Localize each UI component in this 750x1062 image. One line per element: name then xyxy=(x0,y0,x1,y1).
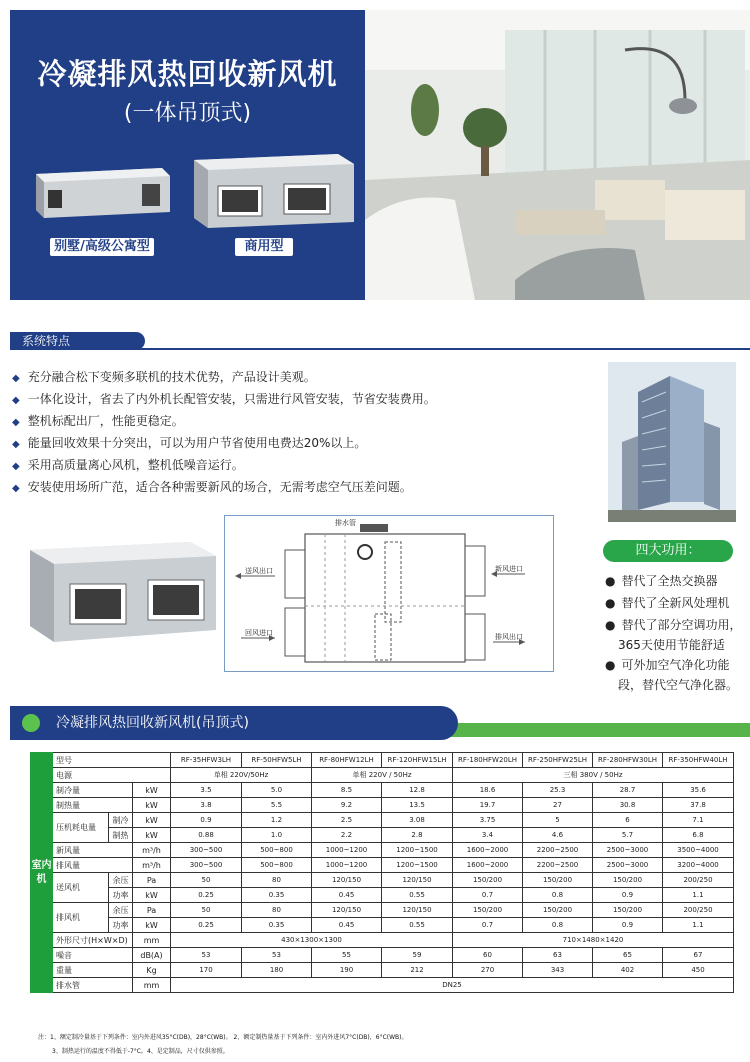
table-cell: 排风量 xyxy=(53,858,133,873)
exhaust-outlet-label: 排风出口 xyxy=(495,633,523,641)
table-cell: 功率 xyxy=(109,888,133,903)
table-cell: 65 xyxy=(593,948,663,963)
interior-photo xyxy=(365,10,750,300)
table-cell: 0.8 xyxy=(523,918,593,933)
table-cell: 150/200 xyxy=(453,903,523,918)
table-cell: 28.7 xyxy=(593,783,663,798)
table-cell: 150/200 xyxy=(523,903,593,918)
table-cell: 0.9 xyxy=(171,813,242,828)
function-item-continued: 365天使用节能舒适 xyxy=(618,638,725,652)
table-cell: dB(A) xyxy=(133,948,171,963)
table-cell: 50 xyxy=(171,903,242,918)
feature-item: ◆ 采用高质量离心风机，整机低噪音运行。 xyxy=(12,458,244,472)
table-cell: 0.45 xyxy=(312,888,382,903)
table-cell: 单相 220V/50Hz xyxy=(171,768,312,783)
features-header: 系统特点 xyxy=(10,332,145,350)
table-cell: 0.55 xyxy=(382,918,453,933)
table-cell: 80 xyxy=(242,903,312,918)
table-cell: 5.0 xyxy=(242,783,312,798)
table-cell: 3.4 xyxy=(453,828,523,843)
table-cell: 0.35 xyxy=(242,918,312,933)
table-row xyxy=(31,888,734,903)
table-cell: RF-80HFW12LH xyxy=(312,753,382,768)
table-cell: 制热量 xyxy=(53,798,133,813)
model-row xyxy=(31,753,734,768)
function-item: ● 可外加空气净化功能 xyxy=(605,658,730,672)
diamond-bullet-icon: ◆ xyxy=(12,461,20,472)
table-cell: 制冷 xyxy=(109,813,133,828)
table-cell: 1000~1200 xyxy=(312,858,382,873)
schematic-lines xyxy=(225,516,553,671)
table-row xyxy=(31,828,734,843)
green-dot-icon xyxy=(22,714,40,732)
feature-item: ◆ 整机标配出厂，性能更稳定。 xyxy=(12,414,184,428)
table-cell: 5 xyxy=(523,813,593,828)
table-cell: 3.5 xyxy=(171,783,242,798)
bullet-dot-icon: ● xyxy=(605,596,616,610)
feature-item: ◆ 一体化设计，省去了内外机长配管安装，只需进行风管安装，节省安装费用。 xyxy=(12,392,436,406)
table-row xyxy=(31,813,734,828)
table-cell: 1.2 xyxy=(242,813,312,828)
table-cell: 170 xyxy=(171,963,242,978)
table-cell: 电源 xyxy=(53,768,171,783)
bullet-dot-icon: ● xyxy=(605,658,616,672)
table-row xyxy=(31,873,734,888)
table-cell: 5.5 xyxy=(242,798,312,813)
table-cell: mm xyxy=(133,933,171,948)
table-cell: 55 xyxy=(312,948,382,963)
feature-item: ◆ 能量回收效果十分突出，可以为用户节省使用电费达20%以上。 xyxy=(12,436,367,450)
diamond-bullet-icon: ◆ xyxy=(12,417,20,428)
table-cell: 0.25 xyxy=(171,918,242,933)
table-row xyxy=(31,918,734,933)
table-cell: 1.1 xyxy=(663,888,734,903)
table-cell: 8.5 xyxy=(312,783,382,798)
table-cell: 4.6 xyxy=(523,828,593,843)
table-cell: 噪音 xyxy=(53,948,133,963)
table-cell: 功率 xyxy=(109,918,133,933)
table-cell: 0.9 xyxy=(593,888,663,903)
supply-outlet-label: 送风出口 xyxy=(245,567,273,575)
table-cell: 150/200 xyxy=(593,873,663,888)
table-cell: Pa xyxy=(133,873,171,888)
table-cell: 120/150 xyxy=(382,873,453,888)
table-cell: 450 xyxy=(663,963,734,978)
table-cell: RF-50HFW5LH xyxy=(242,753,312,768)
table-cell: 1.1 xyxy=(663,918,734,933)
table-cell: 3.8 xyxy=(171,798,242,813)
table-cell: 型号 xyxy=(53,753,171,768)
table-cell: Pa xyxy=(133,903,171,918)
function-item: ● 替代了全新风处理机 xyxy=(605,596,730,610)
diamond-bullet-icon: ◆ xyxy=(12,373,20,384)
noise-row xyxy=(31,948,734,963)
table-cell: kW xyxy=(133,813,171,828)
table-cell: 2.2 xyxy=(312,828,382,843)
table-cell: m³/h xyxy=(133,858,171,873)
table-cell: 余压 xyxy=(109,873,133,888)
hero-title: 冷凝排风热回收新风机 xyxy=(37,57,338,91)
table-cell: 1000~1200 xyxy=(312,843,382,858)
diamond-bullet-icon: ◆ xyxy=(12,395,20,406)
fresh-air-inlet-label: 新风进口 xyxy=(495,565,523,573)
diamond-bullet-icon: ◆ xyxy=(12,439,20,450)
table-cell: kW xyxy=(133,798,171,813)
table-cell: 67 xyxy=(663,948,734,963)
table-cell: 7.1 xyxy=(663,813,734,828)
table-cell: 190 xyxy=(312,963,382,978)
table-cell: 5.7 xyxy=(593,828,663,843)
table-cell: 120/150 xyxy=(312,903,382,918)
table-row xyxy=(31,903,734,918)
table-cell: 3200~4000 xyxy=(663,858,734,873)
table-cell: 2200~2500 xyxy=(523,843,593,858)
table-cell: 2.8 xyxy=(382,828,453,843)
table-cell: 150/200 xyxy=(453,873,523,888)
feature-item: ◆ 充分融合松下变频多联机的技术优势，产品设计美观。 xyxy=(12,370,316,384)
drain-label: 排水管 xyxy=(335,519,356,527)
table-cell: 单相 220V / 50Hz xyxy=(312,768,453,783)
table-cell: RF-180HFW20LH xyxy=(453,753,523,768)
table-cell: 1200~1500 xyxy=(382,843,453,858)
table-cell: 50 xyxy=(171,873,242,888)
table-cell: 送风机 xyxy=(53,873,109,903)
table-cell: 0.88 xyxy=(171,828,242,843)
table-cell: 35.6 xyxy=(663,783,734,798)
table-cell: 0.9 xyxy=(593,918,663,933)
section-accent-bar xyxy=(440,723,750,737)
table-cell: 9.2 xyxy=(312,798,382,813)
table-cell: 6 xyxy=(593,813,663,828)
table-cell: 排水管 xyxy=(53,978,133,993)
table-cell: kW xyxy=(133,783,171,798)
table-cell: 重量 xyxy=(53,963,133,978)
residential-type-label: 别墅/高级公寓型 xyxy=(50,238,154,256)
table-cell: 1.0 xyxy=(242,828,312,843)
table-cell: 500~800 xyxy=(242,843,312,858)
table-cell: 制冷量 xyxy=(53,783,133,798)
table-cell: 343 xyxy=(523,963,593,978)
table-cell: 19.7 xyxy=(453,798,523,813)
table-cell: 13.5 xyxy=(382,798,453,813)
table-cell: 压机耗电量 xyxy=(53,813,109,843)
table-cell: 3500~4000 xyxy=(663,843,734,858)
table-cell: 余压 xyxy=(109,903,133,918)
table-row xyxy=(31,783,734,798)
functions-badge: 四大功用： xyxy=(603,540,733,562)
table-cell: 63 xyxy=(523,948,593,963)
table-cell: 270 xyxy=(453,963,523,978)
drain-row xyxy=(31,978,734,993)
function-item: ● 替代了部分空调功用， xyxy=(605,618,742,632)
table-cell: 12.8 xyxy=(382,783,453,798)
table-cell: 25.3 xyxy=(523,783,593,798)
table-cell: 200/250 xyxy=(663,873,734,888)
residential-unit-image xyxy=(32,160,172,222)
table-cell: 排风机 xyxy=(53,903,109,933)
unit-product-photo xyxy=(20,530,220,660)
spec-header-title: 冷凝排风热回收新风机(吊顶式) xyxy=(56,715,249,731)
table-cell: 150/200 xyxy=(593,903,663,918)
table-cell: kW xyxy=(133,888,171,903)
table-cell: 150/200 xyxy=(523,873,593,888)
table-cell: RF-120HFW15LH xyxy=(382,753,453,768)
table-cell: 三相 380V / 50Hz xyxy=(453,768,734,783)
weight-row xyxy=(31,963,734,978)
table-cell: 制热 xyxy=(109,828,133,843)
table-cell: RF-280HFW30LH xyxy=(593,753,663,768)
table-cell: 60 xyxy=(453,948,523,963)
function-item: ● 替代了全热交换器 xyxy=(605,574,718,588)
table-cell: m³/h xyxy=(133,843,171,858)
table-cell: 0.55 xyxy=(382,888,453,903)
table-cell: DN25 xyxy=(171,978,734,993)
table-cell: 6.8 xyxy=(663,828,734,843)
table-cell: 120/150 xyxy=(312,873,382,888)
table-cell: 402 xyxy=(593,963,663,978)
table-cell: 2500~3000 xyxy=(593,843,663,858)
table-cell: 3.75 xyxy=(453,813,523,828)
table-cell: 53 xyxy=(242,948,312,963)
table-cell: 300~500 xyxy=(171,843,242,858)
table-cell: 0.45 xyxy=(312,918,382,933)
table-cell: mm xyxy=(133,978,171,993)
indoor-unit-label: 室内机 xyxy=(31,753,53,993)
table-cell: 2.5 xyxy=(312,813,382,828)
table-cell: 0.8 xyxy=(523,888,593,903)
table-cell: 外形尺寸(H×W×D) xyxy=(53,933,133,948)
diamond-bullet-icon: ◆ xyxy=(12,483,20,494)
commercial-type-label: 商用型 xyxy=(235,238,293,256)
table-cell: 27 xyxy=(523,798,593,813)
table-note: 注：1、额定制冷量基于下列条件：室内外进风35°C(DB)，28°C(WB)。 2、额定制热量基于下列条件：室内外进风7°C(DB)，6°C(WB)。 xyxy=(38,1034,408,1041)
airflow-schematic xyxy=(224,515,554,672)
table-cell: 1200~1500 xyxy=(382,858,453,873)
table-note: 3、制热运行的温度不得低于-7°C。4、是定制品，尺寸仅供参照。 xyxy=(52,1048,229,1055)
table-cell: kW xyxy=(133,918,171,933)
table-cell: 212 xyxy=(382,963,453,978)
table-row xyxy=(31,858,734,873)
hero-banner xyxy=(10,10,365,300)
table-cell: 1600~2000 xyxy=(453,858,523,873)
table-cell: 200/250 xyxy=(663,903,734,918)
building-photo xyxy=(608,362,736,522)
table-cell: 0.25 xyxy=(171,888,242,903)
table-cell: 500~800 xyxy=(242,858,312,873)
feature-item: ◆ 安装使用场所广范，适合各种需要新风的场合，无需考虑空气压差问题。 xyxy=(12,480,412,494)
table-cell: 3.08 xyxy=(382,813,453,828)
return-air-inlet-label: 回风进口 xyxy=(245,629,273,637)
table-cell: RF-250HFW25LH xyxy=(523,753,593,768)
table-cell: 18.6 xyxy=(453,783,523,798)
table-row xyxy=(31,843,734,858)
table-cell: 30.8 xyxy=(593,798,663,813)
bullet-dot-icon: ● xyxy=(605,618,616,632)
table-cell: 2500~3000 xyxy=(593,858,663,873)
function-item-continued: 段，替代空气净化器。 xyxy=(618,678,739,692)
table-cell: kW xyxy=(133,828,171,843)
table-cell: 120/150 xyxy=(382,903,453,918)
hero-subtitle: (一体吊顶式) xyxy=(123,101,252,126)
table-cell: 0.7 xyxy=(453,918,523,933)
table-cell: 1600~2000 xyxy=(453,843,523,858)
dimensions-row xyxy=(31,933,734,948)
power-row xyxy=(31,768,734,783)
table-cell: 80 xyxy=(242,873,312,888)
table-cell: 430×1300×1300 xyxy=(171,933,453,948)
table-cell: 710×1480×1420 xyxy=(453,933,734,948)
table-cell: 37.8 xyxy=(663,798,734,813)
bullet-dot-icon: ● xyxy=(605,574,616,588)
table-cell: RF-350HFW40LH xyxy=(663,753,734,768)
table-cell: 180 xyxy=(242,963,312,978)
spec-table xyxy=(30,752,734,993)
table-cell: 59 xyxy=(382,948,453,963)
table-cell: Kg xyxy=(133,963,171,978)
table-cell: RF-35HFW3LH xyxy=(171,753,242,768)
table-row xyxy=(31,798,734,813)
table-cell: 0.35 xyxy=(242,888,312,903)
table-cell: 0.7 xyxy=(453,888,523,903)
table-cell: 53 xyxy=(171,948,242,963)
table-cell: 2200~2500 xyxy=(523,858,593,873)
table-cell: 300~500 xyxy=(171,858,242,873)
table-cell: 新风量 xyxy=(53,843,133,858)
commercial-unit-image xyxy=(188,150,358,232)
